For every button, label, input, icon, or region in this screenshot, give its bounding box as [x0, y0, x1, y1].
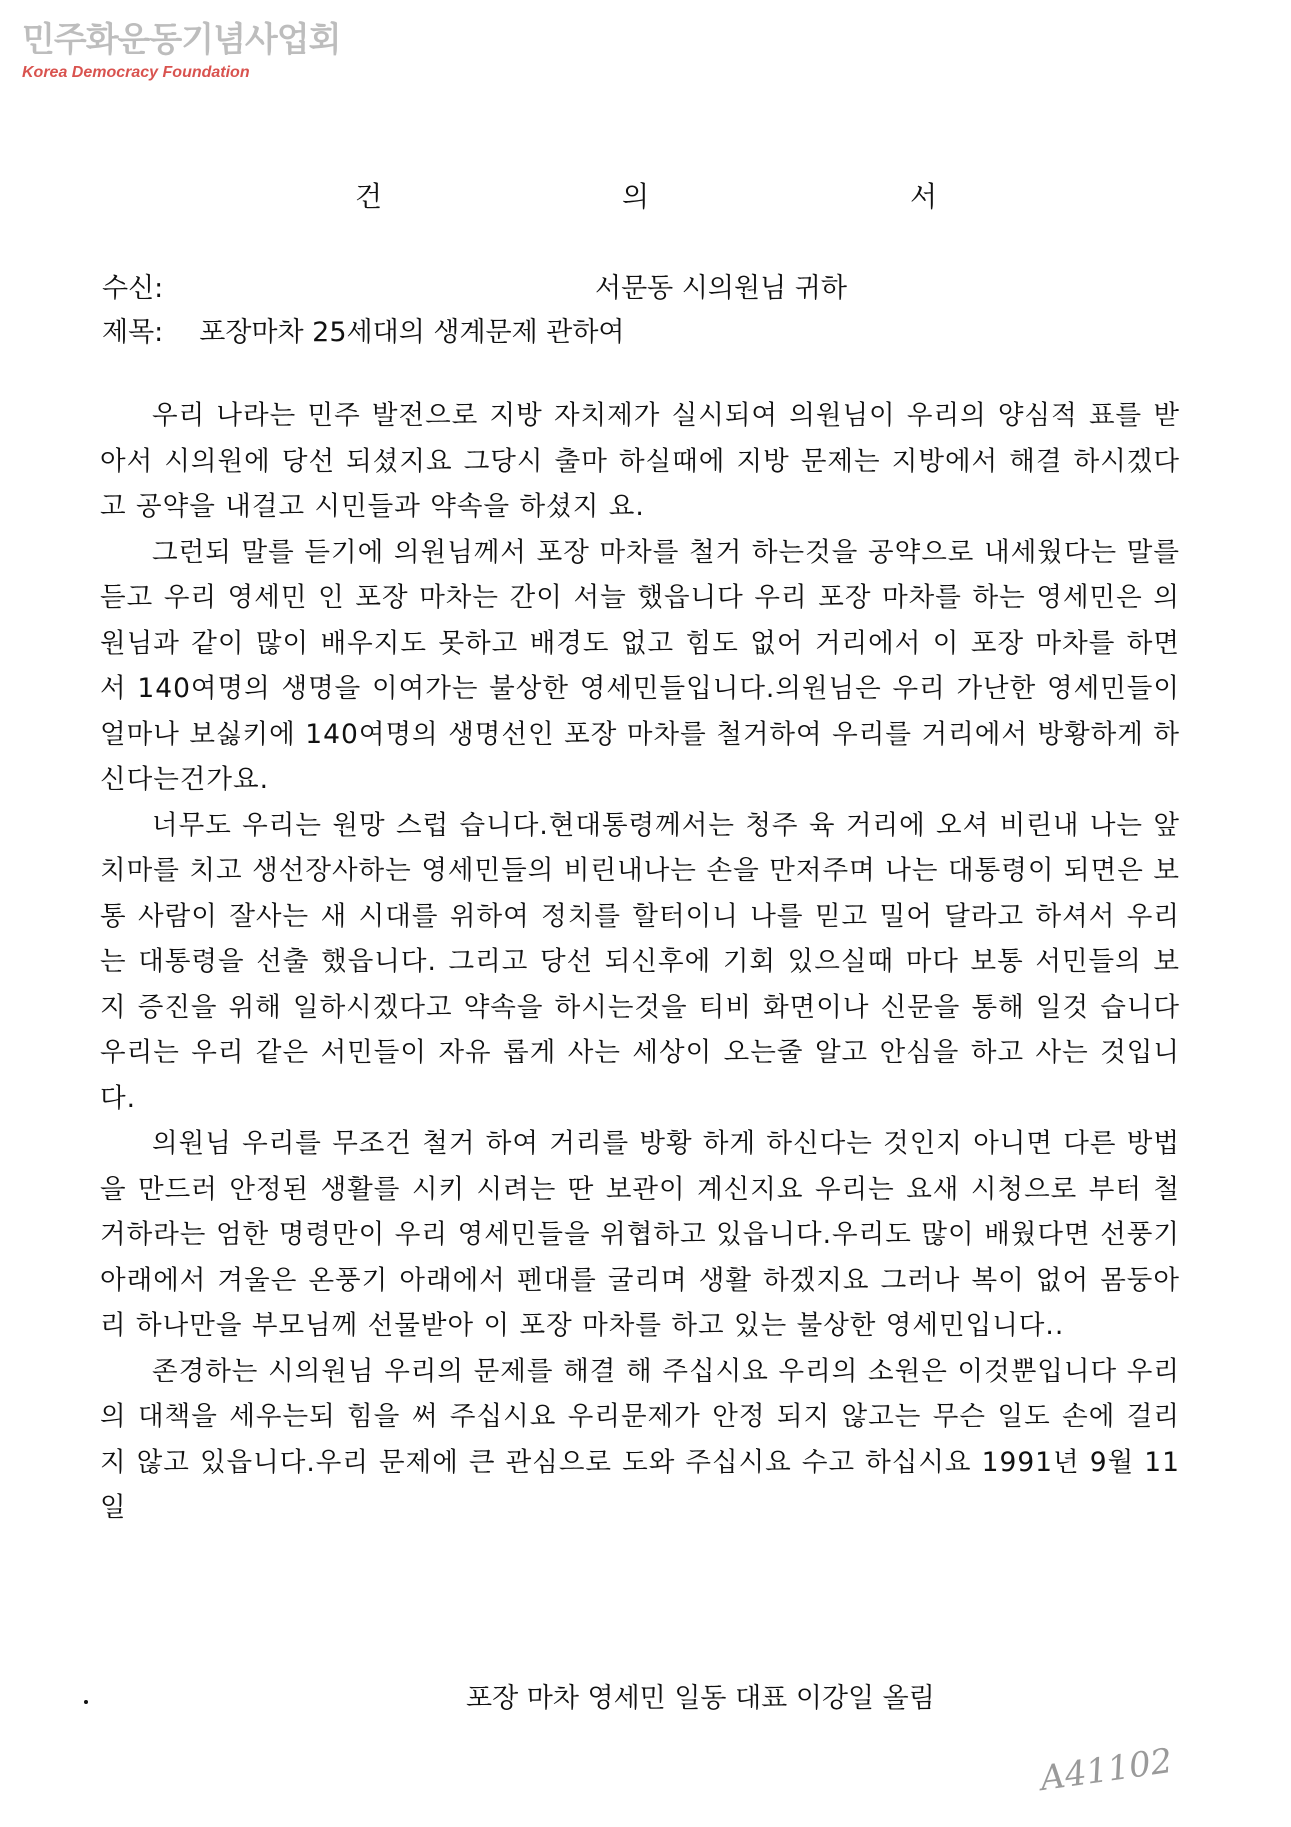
signoff-line: 포장 마차 영세민 일동 대표 이강일 올림: [466, 1683, 935, 1714]
subject-text: 포장마차 25세대의 생계문제 관하여: [199, 317, 625, 348]
recipient-label: 수신:: [102, 273, 164, 304]
paragraph-3: 너무도 우리는 원망 스럽 습니다.현대통령께서는 청주 육 거리에 오셔 비린내 나는 앞치마를 치고 생선장사하는 영세민들의 비린내나는 손을 만저주며 나는 대통령이 되면은 보통 사람이 잘사는 새 시대를 위하여 정치를 할터이니 나를 믿고 밀어 달라고 하셔서 우리는 대통령을 선출 했읍니다. 그리고 당선 되신후에 기회 있으실때 마다 보통 서민들의 보지 증진을 위해 일하시겠다고 약속을 하시는것을 티비 화면이나 신문을 통해 일것 습니다 우리는 우리 같은 서민들이 자유 롭게 사는 세상이 오는줄 알고 안심을 하고 사는 것입니다.: [100, 809, 1180, 1114]
paragraph-5: 존경하는 시의원님 우리의 문제를 해결 해 주십시요 우리의 소원은 이것뿐입니다 우리의 대책을 세우는되 힘을 써 주십시요 우리문제가 안정 되지 않고는 무슨 일도 손에 걸리지 않고 있읍니다.우리 문제에 큰 관심으로 도와 주십시요 수고 하십시요 1991년 9월 11일: [100, 1355, 1180, 1523]
recipient-name: 서문동 시의원님 귀하: [595, 273, 847, 304]
watermark-korean: 민주화운동기념사업회: [22, 20, 341, 60]
watermark-logo: [22, 20, 340, 82]
title-char-2: 의: [622, 180, 650, 213]
title-char-3: 서: [910, 180, 938, 213]
watermark-english: Korea Democracy Foundation: [22, 64, 250, 81]
handwritten-archive-number: A41102: [1037, 1740, 1175, 1800]
document-title: [0, 175, 1291, 215]
paragraph-1: 우리 나라는 민주 발전으로 지방 자치제가 실시되여 의원님이 우리의 양심적 표를 받아서 시의원에 당선 되셨지요 그당시 출마 하실때에 지방 문제는 지방에서 해결 하시겠다고 공약을 내걸고 시민들과 약속을 하셨지 요.: [100, 400, 1180, 522]
paragraph-2: 그런되 말를 듣기에 의원님께서 포장 마차를 철거 하는것을 공약으로 내세웠다는 말를 듣고 우리 영세민 인 포장 마차는 간이 서늘 했읍니다 우리 포장 마차를 하는 영세민은 의원님과 같이 많이 배우지도 못하고 배경도 없고 힘도 없어 거리에서 이 포장 마차를 하면서 140여명의 생명을 이여가는 불상한 영세민들입니다.의원님은 우리 가난한 영세민들이 얼마나 보싫키에 140여명의 생명선인 포장 마차를 철거하여 우리를 거리에서 방황하게 하신다는건가요.: [100, 536, 1180, 795]
subject-label: 제목:: [102, 317, 164, 348]
subject-line: [102, 310, 625, 349]
scan-speck: [84, 1700, 88, 1704]
letter-body: [100, 393, 1180, 1531]
title-char-1: 건: [355, 180, 383, 213]
paragraph-4: 의원님 우리를 무조건 철거 하여 거리를 방황 하게 하신다는 것인지 아니면 다른 방법을 만드러 안정된 생활를 시키 시려는 딴 보관이 계신지요 우리는 요새 시청으로 부터 철거하라는 엄한 명령만이 우리 영세민들을 위협하고 있읍니다.우리도 많이 배웠다면 선풍기아래에서 겨울은 온풍기 아래에서 펜대를 굴리며 생활 하겠지요 그러나 복이 없어 몸둥아리 하나만을 부모님께 선물받아 이 포장 마차를 하고 있는 불상한 영세민입니다..: [100, 1128, 1180, 1341]
